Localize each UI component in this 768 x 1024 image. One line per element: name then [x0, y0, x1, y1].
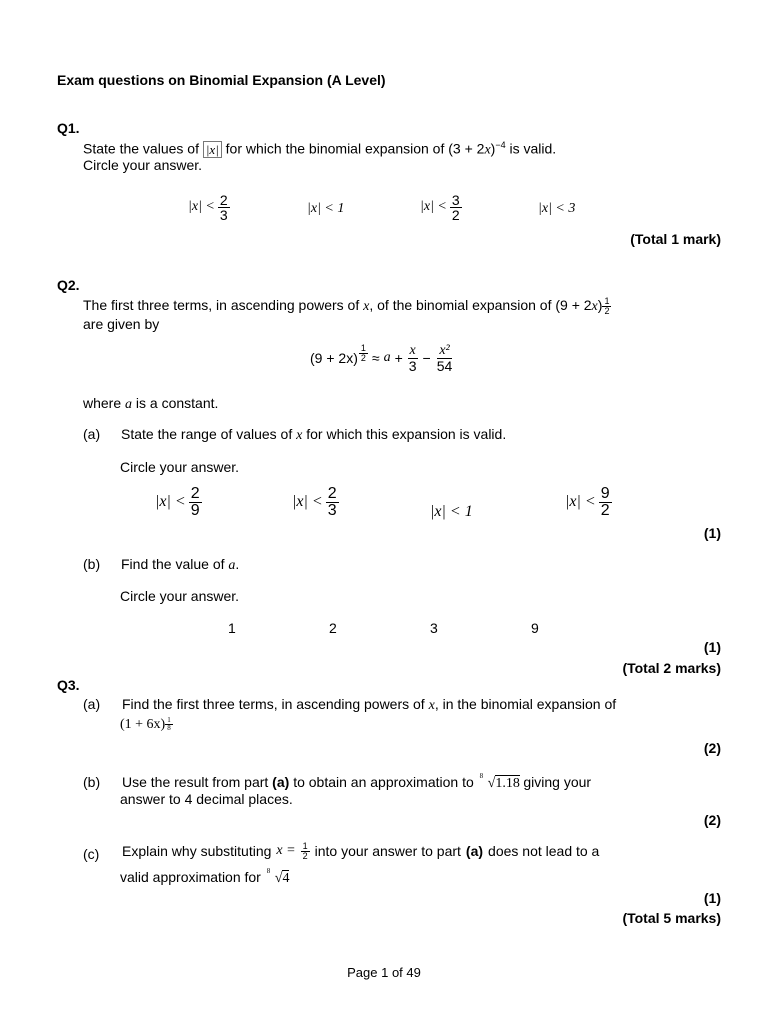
- q3a-text: Find the first three terms, in ascending powers of x, in the binomial expansion of: [122, 696, 617, 713]
- q2b-text: Find the value of a.: [121, 556, 240, 573]
- q3b-text-line1: Use the result from part (a) to obtain an approximation to 8 √1.18 giving your: [122, 772, 592, 791]
- q2a-text: State the range of values of x for which this expansion is valid.: [121, 426, 507, 443]
- q2-intro-line2: are given by: [83, 316, 160, 332]
- q2b-option-2[interactable]: 2: [329, 620, 337, 636]
- q1-option-2[interactable]: |x| < 1: [307, 201, 345, 216]
- q1-question-line2: Circle your answer.: [83, 157, 203, 173]
- q2-where-line: where a is a constant.: [83, 395, 219, 412]
- q1-option-3[interactable]: |x| < $\frac{3}{2}$: [420, 192, 460, 223]
- q3-label: Q3.: [57, 677, 80, 693]
- q3c-marks: (1): [703, 890, 721, 906]
- q3c-text-line1: Explain why substituting x = $\frac{1}{2}$ into your answer to part (a) does not lead to a: [122, 841, 600, 861]
- q3a-expression: (1 + 6x) $\frac{1}{8}$: [120, 716, 171, 732]
- q2b-label: (b): [83, 556, 101, 572]
- q1-abs-x: |x|: [203, 141, 222, 158]
- q1-total: (Total 1 mark): [630, 231, 721, 247]
- q2a-label: (a): [83, 426, 101, 442]
- q3b-text-line2: answer to 4 decimal places.: [120, 791, 293, 807]
- q3b-root: 8 √1.18: [479, 772, 520, 791]
- q2a-option-1[interactable]: |x| < $\frac{2}{9}$: [155, 485, 200, 519]
- q2b-option-3[interactable]: 3: [430, 620, 438, 636]
- q2a-option-4[interactable]: |x| < $\frac{9}{2}$: [565, 485, 610, 519]
- q2a-option-2[interactable]: |x| < $\frac{2}{3}$: [292, 485, 337, 519]
- q1-option-1[interactable]: |x| < $\frac{2}{3}$: [188, 192, 228, 223]
- q1-label: Q1.: [57, 120, 80, 136]
- q3a-label: (a): [83, 696, 101, 712]
- q3c-text-line2: valid approximation for 8 √4: [120, 867, 290, 886]
- q3-total: (Total 5 marks): [622, 910, 721, 926]
- q1-option-4[interactable]: |x| < 3: [538, 201, 576, 216]
- q3a-marks: (2): [703, 740, 721, 756]
- q2-total: (Total 2 marks): [622, 660, 721, 676]
- q2a-option-3[interactable]: |x| < 1: [430, 503, 473, 520]
- page-footer: Page 1 of 49: [347, 965, 421, 980]
- q2-equation: (9 + 2x) $\frac{1}{2}$ ≈ a + $\frac{x}{3}$ − $\frac{\text{x²}}{54}$: [310, 343, 453, 374]
- page-title: Exam questions on Binomial Expansion (A Level): [57, 72, 386, 88]
- q2b-option-1[interactable]: 1: [228, 620, 236, 636]
- q2-intro-line1: The first three terms, in ascending powers of x, of the binomial expansion of (9 + 2x) $\frac{1}{2}$: [83, 296, 610, 316]
- q2-label: Q2.: [57, 277, 80, 293]
- q2b-circle-instruction: Circle your answer.: [120, 588, 240, 604]
- q2a-circle-instruction: Circle your answer.: [120, 459, 240, 475]
- q3c-label: (c): [83, 846, 100, 862]
- q3c-root: 8 √4: [266, 867, 290, 886]
- q3b-marks: (2): [703, 812, 721, 828]
- q3b-label: (b): [83, 774, 101, 790]
- q1-question-line1: State the values of |x| for which the binomial expansion of $(3 + 2x)^{-4}$ is valid.: [83, 140, 557, 158]
- q2b-marks: (1): [703, 639, 721, 655]
- q2a-marks: (1): [703, 525, 721, 541]
- q2b-option-4[interactable]: 9: [531, 620, 539, 636]
